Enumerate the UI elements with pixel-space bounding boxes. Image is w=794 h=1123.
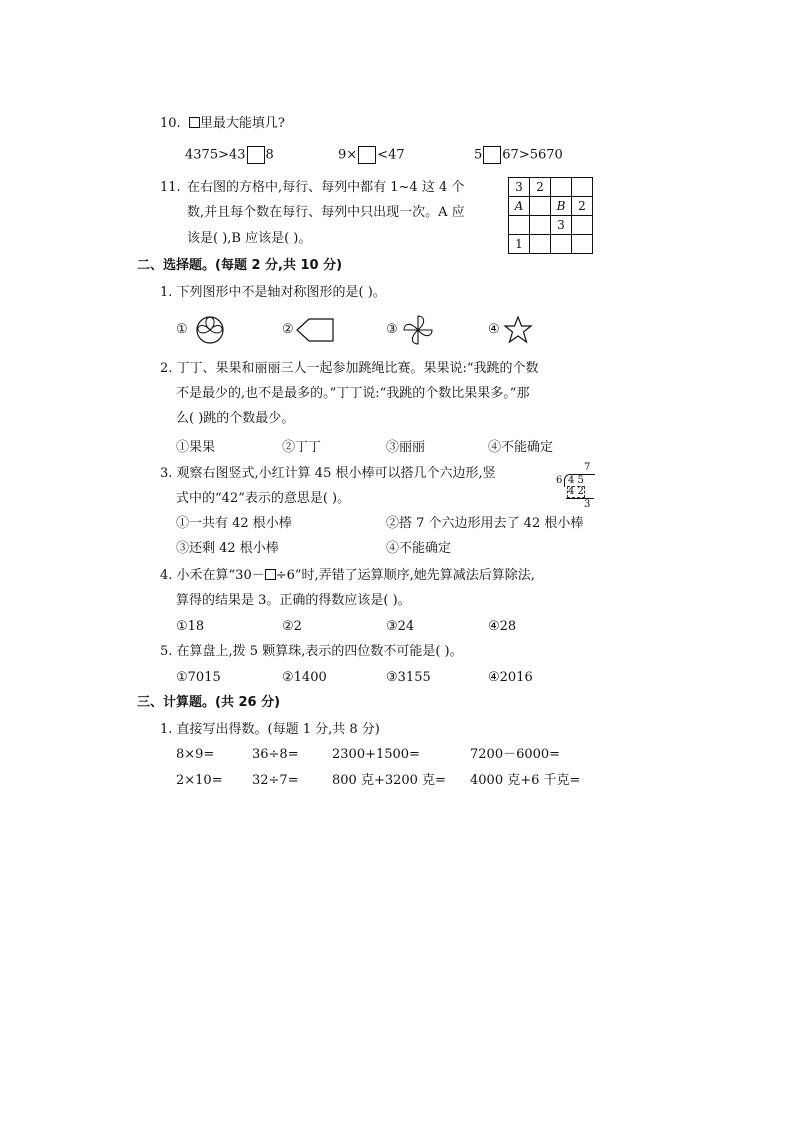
answer-box[interactable] [247,146,265,164]
grid-cell [572,235,593,254]
q11-number: 11. [160,180,181,195]
q10-expr-3 [474,146,563,164]
blank-box [189,117,200,128]
blank-box [265,569,276,580]
s2-q2-line-3: 么( )跳的个数最少。 [176,411,295,426]
q10-expr-3-left: 5 [474,147,483,163]
s2-q4-option: ①18 [176,619,205,634]
grid-cell [572,178,593,197]
s2-q3-option: ①一共有 42 根小棒 [176,516,292,531]
s2-q1-option-2-label: ② [282,322,294,337]
grid-cell [530,216,551,235]
grid-cell [551,178,572,197]
s2-q3-option: ③还剩 42 根小棒 [176,541,279,556]
q10-title-text: 里最大能填几? [199,116,285,131]
s2-q3-option: ②搭 7 个六边形用去了 42 根小棒 [386,516,584,531]
grid-cell [572,216,593,235]
s2-q1-option-1-label: ① [176,322,188,337]
s3-q1-text: 1. 直接写出得数。(每题 1 分,共 8 分) [160,722,380,737]
s2-q5-option: ②1400 [282,670,327,685]
s2-q5-line-1: 5. 在算盘上,拨 5 颗算珠,表示的四位数不可能是( )。 [160,644,463,659]
s2-q1-option-3-label: ③ [386,322,398,337]
q11-line-1: 在右图的方格中,每行、每列中都有 1~4 这 4 个 [187,180,465,195]
grid-cell [509,216,530,235]
s3-calc-item: 2300+1500= [332,747,420,762]
s3-calc-item: 8×9= [176,747,215,762]
s2-q5-option: ①7015 [176,670,221,685]
pinwheel-icon [402,314,434,346]
s2-q4-line-1-start: 4. 小禾在算“30－ [160,568,265,583]
grid-row [509,216,593,235]
q10-expr-1 [185,146,274,164]
q10-expr-1-left: 4375>43 [185,147,246,163]
s2-q1-option-4-label: ④ [488,322,500,337]
grid-row [509,197,593,216]
three-petal-circle-icon [195,315,225,345]
section-3-title: 三、计算题。(共 26 分) [137,695,281,710]
s3-calc-item: 36÷8= [252,747,299,762]
s2-q2-line-2: 不是最少的,也不是最多的。”丁丁说:“我跳的个数比果果多。”那 [176,386,530,401]
division-quotient: 7 [584,462,591,473]
answer-box[interactable] [358,146,376,164]
q10-expr-2 [338,146,405,164]
s2-q2-line-1: 2. 丁丁、果果和丽丽三人一起参加跳绳比赛。果果说:“我跳的个数 [160,361,539,376]
answer-box[interactable] [483,146,501,164]
division-dividend: 4 5 [568,475,584,486]
q10-expr-2-right: <47 [377,147,405,163]
s2-q4-line-1-end: ÷6”时,弄错了运算顺序,她先算减法后算除法, [275,568,535,583]
division-product: 4 2 [568,486,584,497]
s2-q2-option: ①果果 [176,440,216,455]
pentagon-tag-icon [295,317,335,343]
s2-q4-option: ④28 [488,619,517,634]
s2-q3-option: ④不能确定 [386,541,452,556]
q11-line-3: 该是( ),B 应该是( )。 [187,231,312,246]
grid-row [509,235,593,254]
s3-calc-item: 4000 克+6 千克= [470,773,581,788]
grid-cell: 2 [530,178,551,197]
grid-cell [530,235,551,254]
s2-q3-line-2: 式中的“42”表示的意思是( )。 [176,491,351,506]
q10-title [160,116,285,132]
number-grid [508,177,593,254]
division-divisor: 6 [556,475,563,486]
grid-cell: 2 [572,197,593,216]
q10-expr-3-right: 67>5670 [502,147,563,163]
s2-q4-line-2: 算得的结果是 3。正确的得数应该是( )。 [176,593,411,608]
grid-cell [530,197,551,216]
star-icon [503,315,533,345]
s2-q5-option: ③3155 [386,670,431,685]
s2-q4-option: ③24 [386,619,415,634]
grid-cell: 3 [509,178,530,197]
s2-q3-line-1: 3. 观察右图竖式,小红计算 45 根小棒可以搭几个六边形,竖 [160,466,496,481]
s2-q5-option: ④2016 [488,670,533,685]
grid-cell: 3 [551,216,572,235]
s2-q2-option: ④不能确定 [488,440,554,455]
q10-number: 10. [160,116,181,131]
grid-cell: A [509,197,530,216]
s3-calc-item: 7200－6000= [470,747,561,762]
s2-q4-line-1 [160,568,535,584]
grid-row [509,178,593,197]
division-remainder: 3 [584,499,591,510]
grid-cell: 1 [509,235,530,254]
long-division-figure [556,463,596,513]
s2-q4-option: ②2 [282,619,302,634]
grid-cell: B [551,197,572,216]
s3-calc-item: 800 克+3200 克= [332,773,446,788]
q10-expr-2-left: 9× [338,147,358,163]
s3-calc-item: 2×10= [176,773,223,788]
s2-q2-option: ②丁丁 [282,440,322,455]
section-2-title: 二、选择题。(每题 2 分,共 10 分) [137,258,343,273]
grid-cell [551,235,572,254]
q10-expr-1-right: 8 [265,147,274,163]
q11-line-2: 数,并且每个数在每行、每列中只出现一次。A 应 [187,205,465,220]
s3-calc-item: 32÷7= [252,773,299,788]
s2-q1-text: 1. 下列图形中不是轴对称图形的是( )。 [160,285,386,300]
s2-q2-option: ③丽丽 [386,440,426,455]
